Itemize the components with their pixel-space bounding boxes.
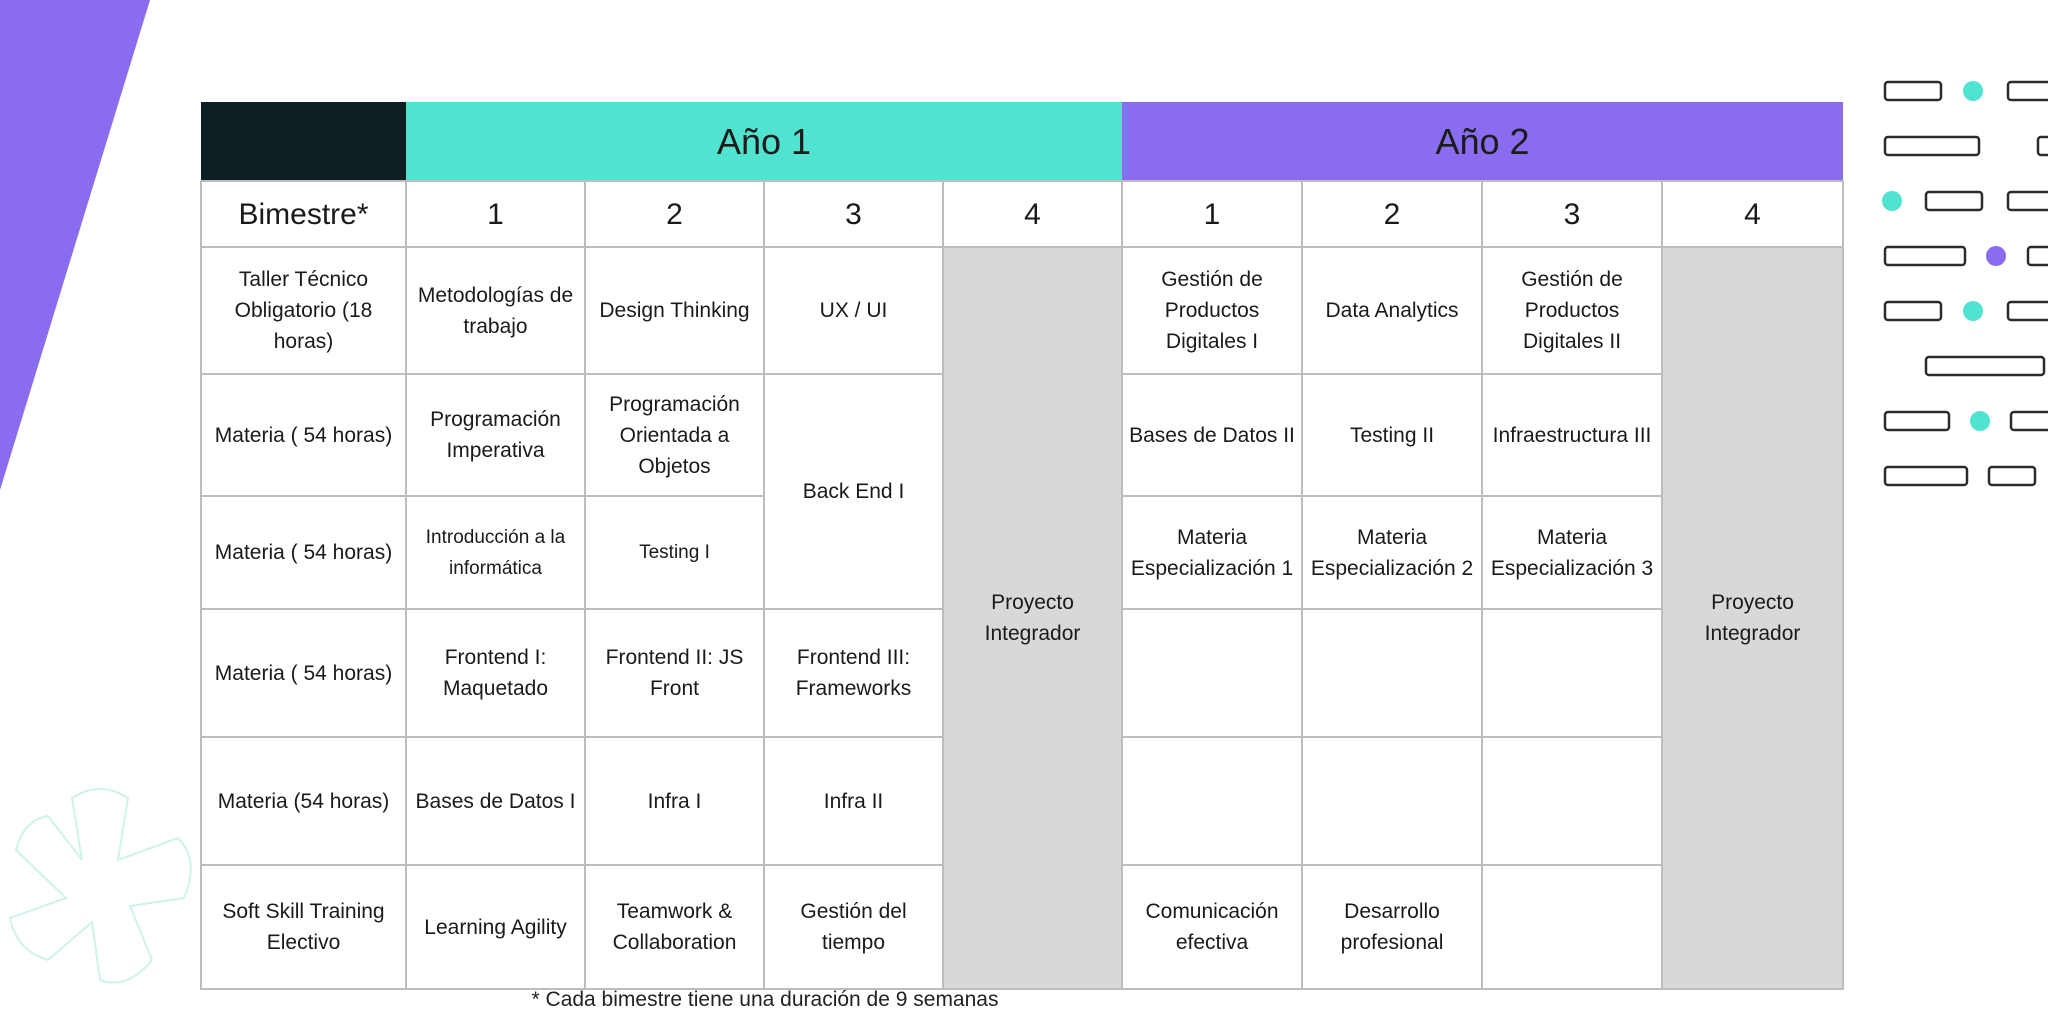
course-cell: Bases de Datos II xyxy=(1122,374,1302,496)
year1-bimestre-2: 2 xyxy=(585,181,764,247)
course-cell: UX / UI xyxy=(764,247,943,374)
course-cell: Bases de Datos I xyxy=(406,737,585,865)
year2-bimestre-1: 1 xyxy=(1122,181,1302,247)
course-cell: Programación Orientada a Objetos xyxy=(585,374,764,496)
row-label: Materia (54 horas) xyxy=(201,737,406,865)
year2-bimestre-2: 2 xyxy=(1302,181,1482,247)
footnote: * Cada bimestre tiene una duración de 9 semanas xyxy=(531,988,999,1011)
course-cell: Back End I xyxy=(764,374,943,609)
empty-cell xyxy=(1122,737,1302,865)
year-header-blank xyxy=(201,102,406,181)
course-cell: Teamwork & Collaboration xyxy=(585,865,764,989)
table-row xyxy=(201,247,1843,374)
empty-cell xyxy=(1482,737,1662,865)
year1-bimestre-4: 4 xyxy=(943,181,1122,247)
row-label: Soft Skill Training Electivo xyxy=(201,865,406,989)
course-cell: Frontend III: Frameworks xyxy=(764,609,943,737)
year-2-header: Año 2 xyxy=(1122,102,1843,181)
course-cell: Infra I xyxy=(585,737,764,865)
empty-cell xyxy=(1482,609,1662,737)
row-label: Taller Técnico Obligatorio (18 horas) xyxy=(201,247,406,374)
course-cell: Comunicación efectiva xyxy=(1122,865,1302,989)
course-cell: Infraestructura III xyxy=(1482,374,1662,496)
year1-project-cell: Proyecto Integrador xyxy=(943,247,1122,989)
empty-cell xyxy=(1482,865,1662,989)
asterisk-outline-icon xyxy=(0,780,210,1000)
bimestre-row xyxy=(201,181,1843,247)
year-1-header: Año 1 xyxy=(406,102,1122,181)
course-cell: Desarrollo profesional xyxy=(1302,865,1482,989)
course-cell: Materia Especialización 3 xyxy=(1482,496,1662,609)
year1-bimestre-3: 3 xyxy=(764,181,943,247)
year2-project-cell: Proyecto Integrador xyxy=(1662,247,1843,989)
course-cell: Infra II xyxy=(764,737,943,865)
year-header-row xyxy=(201,102,1843,181)
bimestre-label: Bimestre* xyxy=(201,181,406,247)
course-cell: Testing II xyxy=(1302,374,1482,496)
course-cell: Gestión de Productos Digitales I xyxy=(1122,247,1302,374)
course-cell: Data Analytics xyxy=(1302,247,1482,374)
empty-cell xyxy=(1122,609,1302,737)
row-label: Materia ( 54 horas) xyxy=(201,374,406,496)
course-cell: Metodologías de trabajo xyxy=(406,247,585,374)
course-cell: Frontend I: Maquetado xyxy=(406,609,585,737)
year1-bimestre-1: 1 xyxy=(406,181,585,247)
course-cell: Gestión de Productos Digitales II xyxy=(1482,247,1662,374)
purple-corner-shape xyxy=(0,0,160,500)
year2-bimestre-4: 4 xyxy=(1662,181,1843,247)
course-cell: Learning Agility xyxy=(406,865,585,989)
course-cell: Design Thinking xyxy=(585,247,764,374)
row-label: Materia ( 54 horas) xyxy=(201,496,406,609)
empty-cell xyxy=(1302,609,1482,737)
year2-bimestre-3: 3 xyxy=(1482,181,1662,247)
row-label: Materia ( 54 horas) xyxy=(201,609,406,737)
course-cell: Materia Especialización 2 xyxy=(1302,496,1482,609)
curriculum-table xyxy=(200,102,1844,990)
course-cell: Gestión del tiempo xyxy=(764,865,943,989)
course-cell: Materia Especialización 1 xyxy=(1122,496,1302,609)
course-cell: Introducción a la informática xyxy=(406,496,585,609)
course-cell: Programación Imperativa xyxy=(406,374,585,496)
decorative-pills-pattern xyxy=(1870,70,2048,510)
course-cell: Testing I xyxy=(585,496,764,609)
course-cell: Frontend II: JS Front xyxy=(585,609,764,737)
empty-cell xyxy=(1302,737,1482,865)
